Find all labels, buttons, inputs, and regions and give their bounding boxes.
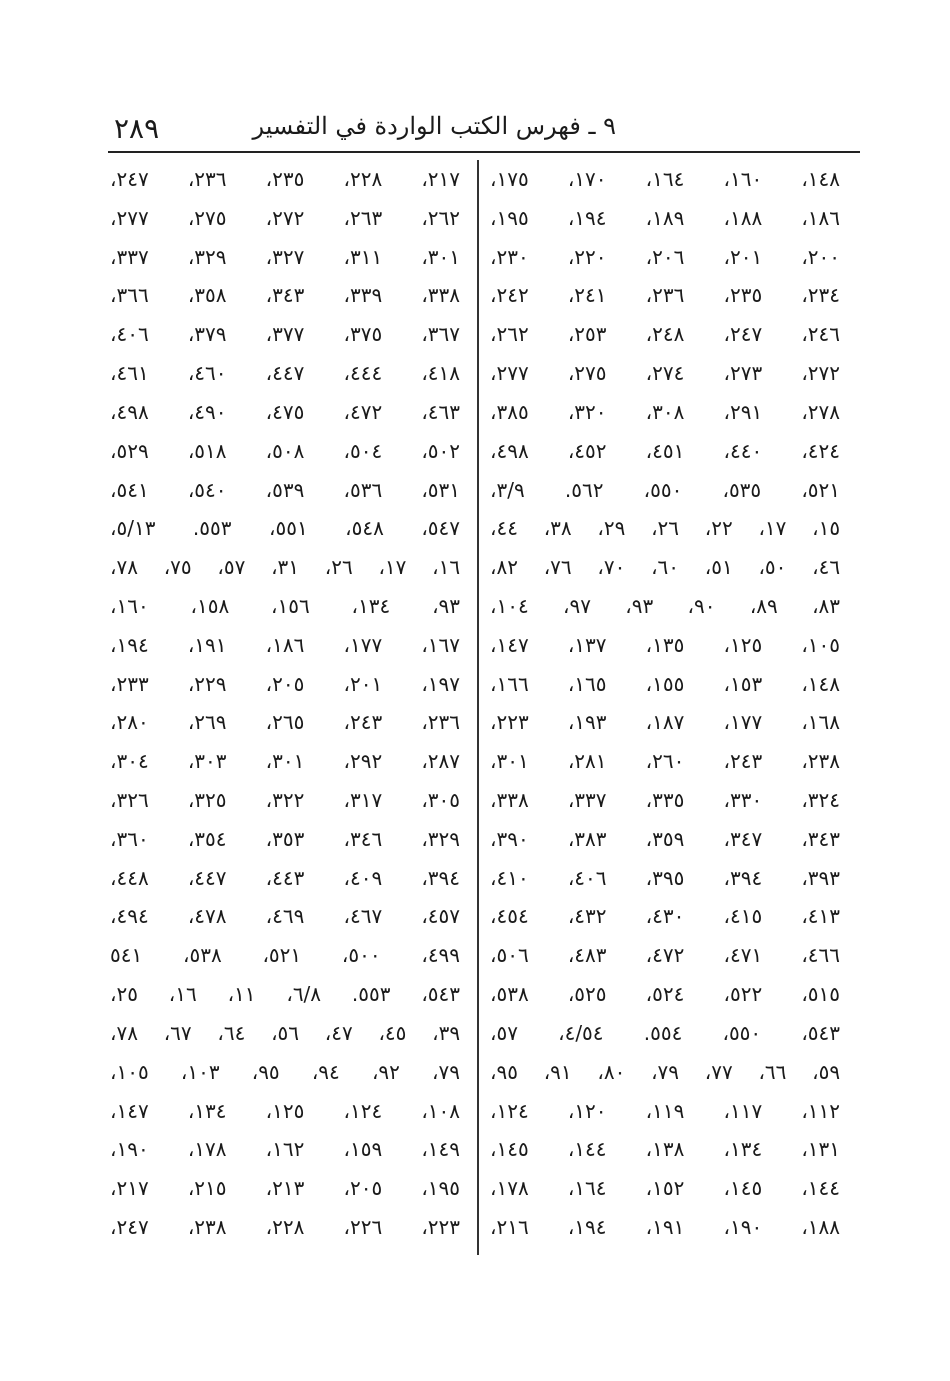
index-line: ٩٣، ١٣٤، ١٥٦، ١٥٨، ١٦٠، (110, 593, 461, 618)
index-line: ٣٠١، ٣١١، ٣٢٧، ٣٢٩، ٣٣٧، (110, 244, 461, 269)
index-line: ٤١٨، ٤٤٤، ٤٤٧، ٤٦٠، ٤٦١، (110, 361, 461, 386)
index-line: ٣٢٤، ٣٣٠، ٣٣٥، ٣٣٧، ٣٣٨، (490, 788, 841, 812)
index-line: ١٦٧، ١٧٧، ١٨٦، ١٩١، ١٩٤، (110, 632, 461, 657)
index-line: ٥١٥، ٥٢٢، ٥٢٤، ٥٢٥، ٥٣٨، (490, 982, 841, 1007)
index-line: ٢٠٠، ٢٠١، ٢٠٦، ٢٢٠، ٢٣٠، (490, 244, 841, 269)
header-rule (108, 151, 860, 153)
index-line: ١٤٨، ١٥٣، ١٥٥، ١٦٥، ١٦٦، (490, 671, 841, 696)
index-line: ١٣١، ١٣٤، ١٣٨، ١٤٤، ١٤٥، (490, 1137, 841, 1162)
index-line: ٥٣١، ٥٣٦، ٥٣٩، ٥٤٠، ٥٤١، (110, 477, 461, 502)
index-line: ٣٢٩، ٣٤٦، ٣٥٣، ٣٥٤، ٣٦٠، (110, 826, 461, 851)
index-line: ٤٦، ٥٠، ٥١، ٦٠، ٧٠، ٧٦، ٨٢، (490, 555, 841, 580)
index-column-left (110, 160, 460, 1247)
index-line: ١٠٥، ١٢٥، ١٣٥، ١٣٧، ١٤٧، (490, 632, 841, 657)
index-line: ٢٧٨، ٢٩١، ٣٠٨، ٣٢٠، ٣٨٥، (490, 399, 841, 424)
index-line: ٤٢٤، ٤٤٠، ٤٥١، ٤٥٢، ٤٩٨، (490, 438, 841, 463)
index-line: ٢٦٢، ٢٦٣، ٢٧٢، ٢٧٥، ٢٧٧، (110, 205, 461, 230)
index-line: ١٤٩، ١٥٩، ١٦٢، ١٧٨، ١٩٠، (110, 1137, 461, 1162)
index-line: ٤٥٧، ٤٦٧، ٤٦٩، ٤٧٨، ٤٩٤، (110, 904, 461, 929)
index-line: ٤٦٣، ٤٧٢، ٤٧٥، ٤٩٠، ٤٩٨، (110, 399, 461, 424)
index-line: ٢٣٨، ٢٤٣، ٢٦٠، ٢٨١، ٣٠١، (490, 749, 841, 774)
index-line: ٢٧٢، ٢٧٣، ٢٧٤، ٢٧٥، ٢٧٧، (490, 361, 841, 386)
index-line: ١٥، ١٧، ٢٢، ٢٦، ٢٩، ٣٨، ٤٤، (490, 516, 841, 541)
index-line: ٧٩، ٩٢، ٩٤، ٩٥، ١٠٣، ١٠٥، (110, 1059, 460, 1084)
index-line: ٤٦٦، ٤٧١، ٤٧٢، ٤٨٣، ٥٠٦، (490, 943, 841, 968)
index-line: ٣٠٥، ٣١٧، ٣٢٢، ٣٢٥، ٣٢٦، (110, 788, 461, 812)
index-line: ٢٤٦، ٢٤٧، ٢٤٨، ٢٥٣، ٢٦٢، (490, 322, 841, 347)
index-line: ١١٢، ١١٧، ١١٩، ١٢٠، ١٢٤، (490, 1098, 841, 1123)
index-line: ٥٩، ٦٦، ٧٧، ٧٩، ٨٠، ٩١، ٩٥، (490, 1059, 841, 1084)
index-line: ٢٨٧، ٢٩٢، ٣٠١، ٣٠٣، ٣٠٤، (110, 749, 461, 774)
index-line: ١٩٧، ٢٠١، ٢٠٥، ٢٢٩، ٢٣٣، (110, 671, 461, 696)
index-line: ٥٢١، ٥٣٥، ٥٥٠، ٥٦٢. ٣/٩، (490, 477, 841, 502)
index-line: ٢١٧، ٢٢٨، ٢٣٥، ٢٣٦، ٢٤٧، (110, 167, 461, 191)
index-line: ١٠٨، ١٢٤، ١٢٥، ١٣٤، ١٤٧، (110, 1098, 461, 1123)
index-line: ١٦٨، ١٧٧، ١٨٧، ١٩٣، ٢٢٣، (490, 710, 841, 735)
index-line: ٣٩٤، ٤٠٩، ٤٤٣، ٤٤٧، ٤٤٨، (110, 865, 461, 890)
page-number: ٢٨٩ (114, 112, 160, 145)
index-line: ٣٣٨، ٣٣٩، ٣٤٣، ٣٥٨، ٣٦٦، (110, 283, 461, 308)
index-line: ٥٠٢، ٥٠٤، ٥٠٨، ٥١٨، ٥٢٩، (110, 438, 461, 463)
index-line: ١٤٨، ١٦٠، ١٦٤، ١٧٠، ١٧٥، (490, 167, 841, 191)
index-line: ٥٤٣، ٥٥٠، ٥٥٤. ٤/٥٤، ٥٧، (490, 1020, 841, 1045)
index-line: ٣٩، ٤٥، ٤٧، ٥٦، ٦٤، ٦٧، ٧٨، (110, 1020, 461, 1045)
index-line: ١٤٤، ١٤٥، ١٥٢، ١٦٤، ١٧٨، (490, 1176, 841, 1201)
index-line: ٥٤٧، ٥٤٨، ٥٥١، ٥٥٣. ٥/١٣، (110, 516, 461, 541)
index-line: ٨٣، ٨٩، ٩٠، ٩٣، ٩٧، ١٠٤، (490, 593, 841, 618)
index-line: ٤٩٩، ٥٠٠، ٥٢١، ٥٣٨، ٥٤١ (110, 943, 461, 968)
index-line: ٥٤٣، ٥٥٣. ٦/٨، ١١، ١٦، ٢٥، (110, 982, 461, 1007)
index-line: ١٩٥، ٢٠٥، ٢١٣، ٢١٥، ٢١٧، (110, 1176, 461, 1201)
index-line: ٣٦٧، ٣٧٥، ٣٧٧، ٣٧٩، ٤٠٦، (110, 322, 461, 347)
index-line: ٣٩٣، ٣٩٤، ٣٩٥، ٤٠٦، ٤١٠، (490, 865, 841, 890)
index-line: ٢٢٣، ٢٢٦، ٢٢٨، ٢٣٨، ٢٤٧، (110, 1214, 461, 1239)
index-line: ٣٤٣، ٣٤٧، ٣٥٩، ٣٨٣، ٣٩٠، (490, 826, 841, 851)
index-column-right (490, 160, 840, 1247)
index-line: ١٨٨، ١٩٠، ١٩١، ١٩٤، ٢١٦، (490, 1214, 841, 1239)
running-header-title: ٩ ـ فهرس الكتب الواردة في التفسير (252, 112, 616, 140)
index-line: ٤١٣، ٤١٥، ٤٣٠، ٤٣٢، ٤٥٤، (490, 904, 841, 929)
index-line: ٢٣٤، ٢٣٥، ٢٣٦، ٢٤١، ٢٤٢، (490, 283, 841, 308)
column-divider (477, 160, 479, 1255)
index-line: ٢٣٦، ٢٤٣، ٢٦٥، ٢٦٩، ٢٨٠، (110, 710, 461, 735)
index-line: ١٨٦، ١٨٨، ١٨٩، ١٩٤، ١٩٥، (490, 205, 841, 230)
index-line: ١٦، ١٧، ٢٦، ٣١، ٥٧، ٧٥، ٧٨، (110, 555, 461, 580)
